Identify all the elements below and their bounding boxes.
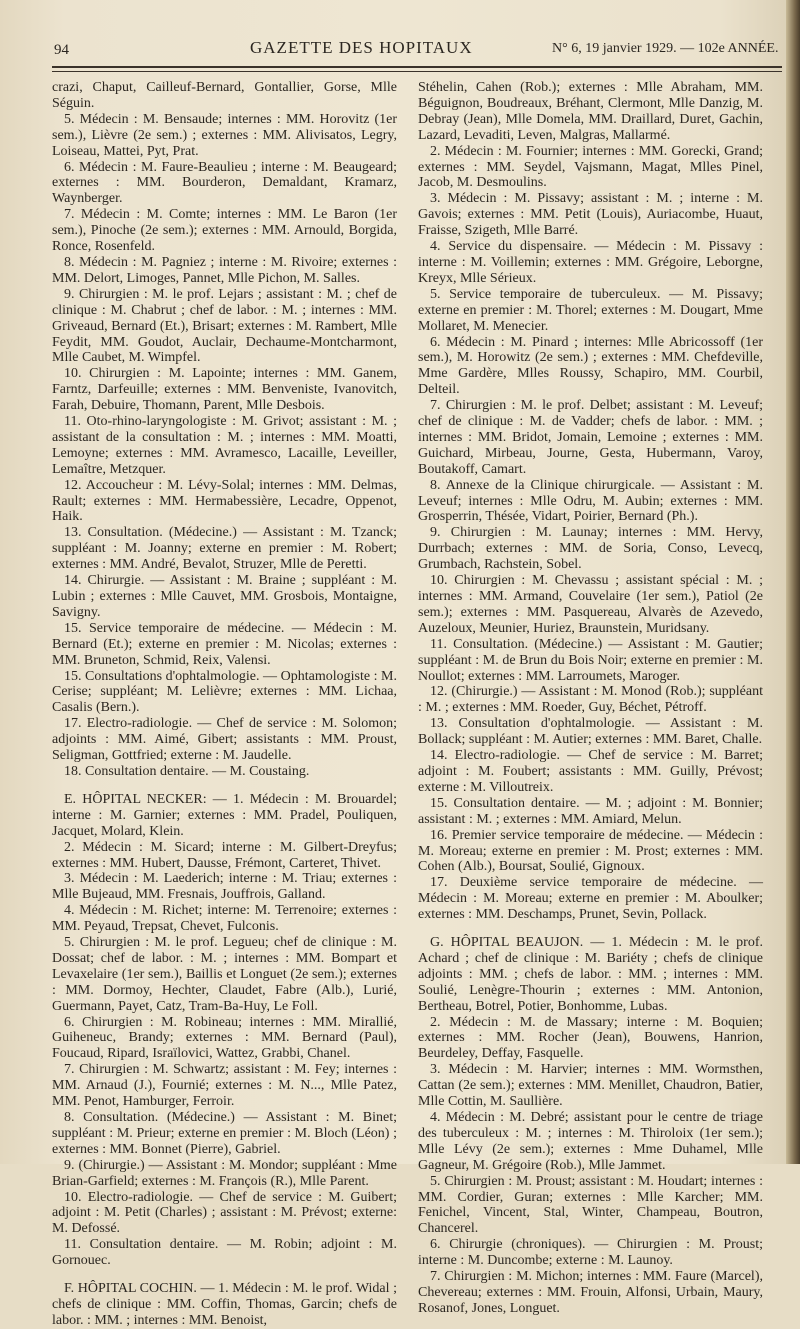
list-item: 16. Premier service temporaire de médecine. — Médecin : M. Moreau; externe en premier : M. Prost; externes : MM. Cohen (Alb.), Boursat, Soulié, Gignoux. — [418, 827, 763, 875]
list-item: crazi, Chaput, Cailleuf-Bernard, Gontallier, Gorse, Mlle Séguin. — [52, 80, 397, 111]
issue-date: N° 6, 19 janvier 1929. — 102e ANNÉE. — [552, 41, 779, 56]
list-item: 5. Chirurgien : M. le prof. Legueu; chef de clinique : M. Dossat; chef de labor. : M. ; internes : MM. Bompart et Levaxelaire (1er sem.), Baillis et Longuet (2e sem.); externes : MM. Dormoy, Hechter, Claudet, Fabre (Alb.), Lurié, Guermann, Payet, Catz, Tram-Ba-Huy, Le Foll. — [52, 935, 397, 1014]
list-item: 5. Médecin : M. Bensaude; internes : MM. Horovitz (1er sem.), Lièvre (2e sem.) ; externes : MM. Alivisatos, Legry, Loiseau, Mattei, Pyt, Prat. — [52, 111, 397, 159]
header-rule — [52, 66, 782, 68]
list-item: 2. Médecin : M. Sicard; interne : M. Gilbert-Dreyfus; externes : MM. Hubert, Dausse, Frémont, Carteret, Thivet. — [52, 839, 397, 871]
list-item: 6. Chirurgien : M. Robineau; internes : MM. Mirallié, Guiheneuc, Brandy; externes : MM. Bernard (Paul), Foucaud, Ripard, Israïlovici, Wattez, Grabbi, Chanel. — [52, 1014, 397, 1062]
list-item: 6. Chirurgie (chroniques). — Chirurgien : M. Proust; interne : M. Duncombe; externe : M. Launoy. — [418, 1237, 763, 1269]
list-item: 13. Consultation d'ophtalmologie. — Assistant : M. Bollack; suppléant : M. Autier; externes : MM. Baret, Challe. — [418, 716, 763, 748]
list-item: 14. Electro-radiologie. — Chef de service : M. Barret; adjoint : M. Foubert; assistants : MM. Guilly, Prévost; externe : M. Villoutreix. — [418, 748, 763, 795]
list-item: 6. Médecin : M. Faure-Beaulieu ; interne : M. Beaugeard; externes : MM. Bourderon, Demaldant, Kramarz, Waynberger. — [52, 159, 397, 207]
list-item: 11. Consultation. (Médecine.) — Assistant : M. Gautier; suppléant : M. de Brun du Bois Noir; externe en premier : M. Noullot; externes : MM. Larroumets, Maroger. — [418, 636, 763, 684]
list-item: 11. Oto-rhino-laryngologiste : M. Grivot; assistant : M. ; assistant de la consultation : M. ; internes : MM. Moatti, Lemoyne; externes : MM. Avramesco, Lacaille, Leveiller, Lemaître, Metzquer. — [52, 414, 397, 477]
list-item: 4. Médecin : M. Richet; interne: M. Terrenoire; externes : MM. Peyaud, Trepsat, Chevet, Fulconis. — [52, 903, 397, 935]
list-item: 7. Chirurgien : M. Michon; internes : MM. Faure (Marcel), Chevereau; externes : MM. Frouin, Alfonsi, Urbain, Maury, Rosanof, Jones, Longuet. — [418, 1269, 763, 1316]
list-item: 12. (Chirurgie.) — Assistant : M. Monod (Rob.); suppléant : M. ; externes : MM. Roeder, Guy, Béchet, Pétroff. — [418, 684, 763, 716]
list-item: 17. Deuxième service temporaire de médecine. — Médecin : M. Moreau; externe en premier : M. Aboulker; externes : MM. Deschamps, Prunet, Sevin, Pollack. — [418, 875, 763, 923]
list-item: 5. Chirurgien : M. Proust; assistant : M. Houdart; internes : MM. Cordier, Guran; externes : Mlle Karcher; MM. Fenichel, Vincent, Stal, Winter, Champeau, Boutron, Chancerel. — [418, 1173, 763, 1237]
list-item: 13. Consultation. (Médecine.) — Assistant : M. Tzanck; suppléant : M. Joanny; externe en premier : M. Robert; externes : MM. André, Bevalot, Struzer, Mlle de Peretti. — [52, 525, 397, 573]
list-item: 8. Médecin : M. Pagniez ; interne : M. Rivoire; externes : MM. Delort, Limoges, Pannet, Mlle Pichon, M. Salles. — [52, 254, 397, 286]
page-header — [50, 36, 780, 66]
list-item: 2. Médecin : M. Fournier; internes : MM. Gorecki, Grand; externes : MM. Seydel, Vajsmann, Magat, Mlles Pinel, Jacob, M. Desmoulins. — [418, 143, 763, 191]
list-item: 7. Chirurgien : M. le prof. Delbet; assistant : M. Leveuf; chef de clinique : M. de Vadder; chefs de labor. : MM. ; internes : MM. Bridot, Jomain, Lemoine ; externes : MM. Guichard, Mirbeau, Journe, Gesta, Hubermann, Varoy, Boutakoff, Camart. — [418, 398, 763, 477]
section-paragraph: F. HÔPITAL COCHIN. — 1. Médecin : M. le prof. Widal ; chefs de clinique : MM. Coffin, Thomas, Garcin; chefs de labor. : MM. ; internes : MM. Benoist, — [52, 1281, 397, 1328]
section-paragraph: E. HÔPITAL NECKER: — 1. Médecin : M. Brouardel; interne : M. Garnier; externes : MM. Pradel, Pouliquen, Jacquet, Molard, Klein. — [52, 791, 397, 839]
right-column — [418, 80, 763, 1316]
list-item: 3. Médecin : M. Pissavy; assistant : M. ; interne : M. Gavois; externes : MM. Petit (Louis), Auriacombe, Huaut, Fraisse, Szigeth, Mlle Barré. — [418, 191, 763, 239]
list-item: Stéhelin, Cahen (Rob.); externes : Mlle Abraham, MM. Béguignon, Boudreaux, Bréhant, Clermont, Mlle Danzig, M. Debray (Jean), Mlle Domela, MM. Draillard, Duret, Gachin, Lazard, Levaditi, Leven, Malgras, Mallarmé. — [418, 80, 763, 143]
section-paragraph: G. HÔPITAL BEAUJON. — 1. Médecin : M. le prof. Achard ; chef de clinique : M. Bariéty ; chefs de clinique adjoints : MM. ; chefs de labor. : MM. ; internes : MM. Soulié, Lenègre-Thourin ; externes : MM. Antonion, Bertheau, Botrel, Potier, Bonhomme, Lubas. — [418, 935, 763, 1014]
list-item: 8. Consultation. (Médecine.) — Assistant : M. Binet; suppléant : M. Prieur; externe en premier : M. Bloch (Léon) ; externes : MM. Bonnet (Pierre), Gabriel. — [52, 1110, 397, 1157]
list-item: 3. Médecin : M. Laederich; interne : M. Triau; externes : Mlle Bujeaud, MM. Fresnais, Jouffrois, Galland. — [52, 871, 397, 903]
list-item: 5. Service temporaire de tuberculeux. — M. Pissavy; externe en premier : M. Thorel; externes : M. Dougart, Mme Mollaret, M. Menecier. — [418, 286, 763, 334]
list-item: 9. Chirurgien : M. Launay; internes : MM. Hervy, Durrbach; externes : MM. de Soria, Conso, Levecq, Grumbach, Rachstein, Sobel. — [418, 525, 763, 573]
page-edge-shadow — [786, 0, 800, 1164]
list-item: 18. Consultation dentaire. — M. Coustaing. — [64, 763, 310, 779]
left-column — [52, 80, 397, 1328]
list-item: 6. Médecin : M. Pinard ; internes: Mlle Abricossoff (1er sem.), M. Horowitz (2e sem.) ; externes : MM. Chefdeville, Mme Gardère, Mlles Roussy, Schapiro, MM. Courbil, Delteil. — [418, 334, 763, 398]
list-item: 4. Médecin : M. Debré; assistant pour le centre de triage des tuberculeux : M. ; internes : M. Thiroloix (1er sem.); Mlle Lévy (2e sem.); externes : Mme Duhamel, Mlle Gagneur, M. Grégoire (Rob.), Mlle Jammet. — [418, 1110, 763, 1173]
list-item: 10. Electro-radiologie. — Chef de service : M. Guibert; adjoint : M. Petit (Charles) ; assistant : M. Prévost; externe: M. Defossé. — [52, 1189, 397, 1237]
list-item: 7. Chirurgien : M. Schwartz; assistant : M. Fey; internes : MM. Arnaud (J.), Fournié; externes : M. N..., Mlle Patez, MM. Penot, Hamburger, Ferroir. — [52, 1062, 397, 1110]
list-item: 9. (Chirurgie.) — Assistant : M. Mondor; suppléant : Mme Brian-Garfield; externes : M. François (R.), Mlle Parent. — [52, 1157, 397, 1189]
list-item: 7. Médecin : M. Comte; internes : MM. Le Baron (1er sem.), Pinoche (2e sem.); externes : MM. Arnould, Borgida, Ronce, Rosenfeld. — [52, 207, 397, 255]
list-item: 9. Chirurgien : M. le prof. Lejars ; assistant : M. ; chef de clinique : M. Chabrut ; chef de labor. : M. ; internes : MM. Griveaud, Bernard (Et.), Brisart; externes : M. Rambert, Mlle Feydit, MM. Goudot, Auclair, Dechaume-Montcharmont, Mlle Caubet, M. Wimpfel. — [52, 286, 397, 366]
list-item: 2. Médecin : M. de Massary; interne : M. Boquien; externes : MM. Rocher (Jean), Bouwens, Hanrion, Beurdeley, Deffay, Fasquelle. — [418, 1014, 763, 1062]
list-item: 14. Chirurgie. — Assistant : M. Braine ; suppléant : M. Lubin ; externes : Mlle Cauvet, MM. Grosbois, Montaigne, Savigny. — [52, 573, 397, 620]
list-item: 10. Chirurgien : M. Lapointe; internes : MM. Ganem, Farntz, Darfeuille; externes : MM. Benveniste, Ivanovitch, Farah, Debuire, Thomann, Parent, Mlle Desbois. — [52, 366, 397, 414]
list-item: 15. Consultations d'ophtalmologie. — Ophtamologiste : M. Cerise; suppléant; M. Lelièvre; externes : MM. Lichaa, Casalis (Bern.). — [52, 668, 397, 716]
journal-title: GAZETTE DES HOPITAUX — [250, 38, 473, 57]
header-rule-thin — [52, 71, 782, 72]
list-item: 3. Médecin : M. Harvier; internes : MM. Wormsthen, Cattan (2e sem.); externes : MM. Menillet, Chaudron, Batier, Mlle Cottin, M. Saullière. — [418, 1062, 763, 1110]
list-item: 11. Consultation dentaire. — M. Robin; adjoint : M. Gornouec. — [52, 1237, 397, 1269]
list-item: 15. Consultation dentaire. — M. ; adjoint : M. Bonnier; assistant : M. ; externes : MM. Amiard, Melun. — [418, 795, 763, 827]
list-item: 12. Accoucheur : M. Lévy-Solal; internes : MM. Delmas, Rault; externes : MM. Hermabessière, Lecadre, Oppenot, Haik. — [52, 477, 397, 525]
list-item: 10. Chirurgien : M. Chevassu ; assistant spécial : M. ; internes : MM. Armand, Couvelaire (1er sem.), Patiol (2e sem.); externes : MM. Pasquereau, Alvarès de Azevedo, Auzeloux, Meunier, Huriez, Braunstein, Muridsany. — [418, 573, 763, 636]
list-item: 15. Service temporaire de médecine. — Médecin : M. Bernard (Et.); externe en premier : M. Nicolas; externes : MM. Bruneton, Schmid, Reix, Valensi. — [52, 620, 397, 668]
list-item: 4. Service du dispensaire. — Médecin : M. Pissavy : interne : M. Voillemin; externes : MM. Grégoire, Leborgne, Kreyx, Mlle Sérieux. — [418, 239, 763, 286]
list-item: 8. Annexe de la Clinique chirurgicale. — Assistant : M. Leveuf; internes : Mlle Odru, M. Aubin; externes : MM. Grosperrin, Thésée, Vidart, Poirier, Bernard (Ph.). — [418, 477, 763, 525]
page-number: 94 — [54, 42, 69, 58]
list-item: 17. Electro-radiologie. — Chef de service : M. Solomon; adjoints : MM. Aimé, Gibert; assistants : MM. Proust, Seligman, Gottfried; externe : M. Jaudelle. — [52, 716, 397, 764]
